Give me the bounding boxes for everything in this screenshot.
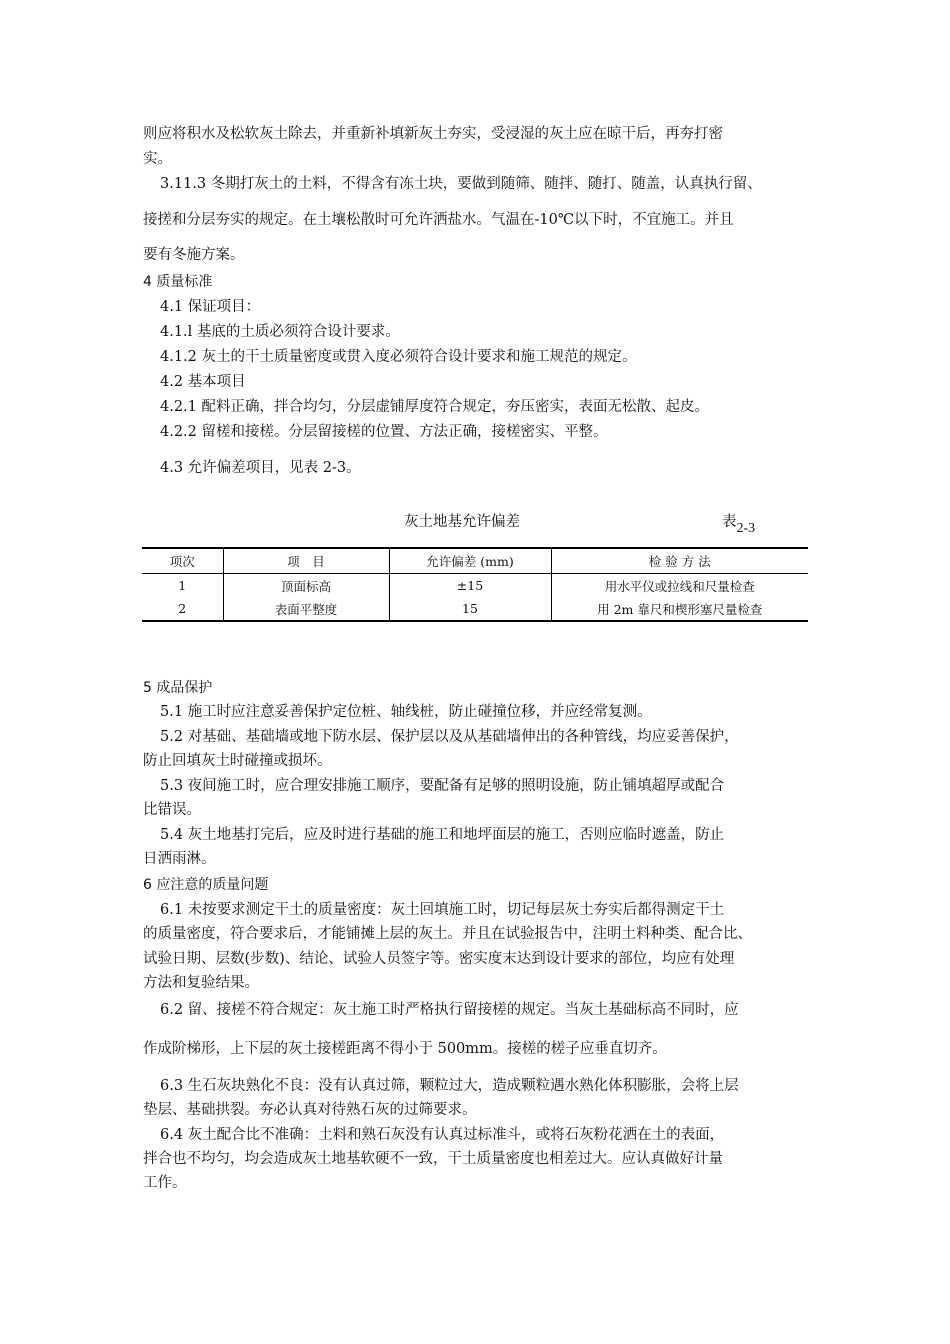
text-line: 6.3 生石灰块熟化不良：没有认真过筛，颗粒过大，造成颗粒遇水熟化体积膨胀，会将上层: [160, 1078, 739, 1094]
text-line: 的质量密度，符合要求后，才能铺摊上层的灰土。并且在试验报告中，注明土料种类、配合比、: [143, 926, 752, 942]
text-line: 5.3 夜间施工时，应合理安排施工顺序，要配备有足够的照明设施，防止铺填超厚或配合: [160, 778, 725, 794]
section-heading: 4 质量标准: [143, 274, 213, 290]
table-header-row: [142, 548, 808, 574]
section-heading: 5 成品保护: [143, 680, 213, 696]
table-cell: 用水平仪或拉线和尺量检查: [551, 574, 808, 598]
text-line: 则应将积水及松软灰土除去，并重新补填新灰土夯实，受浸湿的灰土应在晾干后，再夯打密: [143, 126, 723, 142]
text-line: 比错误。: [143, 802, 201, 818]
table-cell: 2: [178, 601, 187, 616]
table-cell: 用 2m 靠尺和楔形塞尺量检查: [551, 597, 808, 621]
text-line: 5.1 施工时应注意妥善保护定位桩、轴线桩，防止碰撞位移，并应经常复测。: [160, 704, 652, 720]
text-line: 防止回填灰土时碰撞或损坏。: [143, 753, 332, 769]
text-line: 4.2.1 配料正确，拌合均匀，分层虚铺厚度符合规定，夯压密实，表面无松散、起皮。: [160, 399, 710, 415]
text-line: 3.11.3 冬期打灰土的土料，不得含有冻土块，要做到随筛、随拌、随打、随盖，认真执行留、: [160, 176, 762, 192]
table-row: [142, 574, 808, 598]
text-line: 接搓和分层夯实的规定。在土壤松散时可允许洒盐水。气温在-10℃以下时，不宜施工。并且: [143, 212, 734, 228]
text-line: 工作。: [143, 1175, 187, 1191]
text-line: 5.4 灰土地基打完后，应及时进行基础的施工和地坪面层的施工，否则应临时遮盖，防止: [160, 827, 725, 843]
text-line: 试验日期、层数(步数)、结论、试验人员签字等。密实度末达到设计要求的部位，均应有处理: [143, 951, 735, 967]
table-cell: 表面平整度: [223, 597, 389, 621]
text-line: 方法和复验结果。: [143, 975, 259, 991]
text-line: 要有冬施方案。: [143, 247, 245, 263]
table-number-prefix: 表: [722, 514, 737, 530]
text-line: 垫层、基础拱裂。夯必认真对待熟石灰的过筛要求。: [143, 1102, 477, 1118]
text-line: 4.1.l 基底的土质必须符合设计要求。: [160, 324, 400, 340]
text-line: 6.4 灰土配合比不准确：土料和熟石灰没有认真过标准斗，或将石灰粉花洒在土的表面，: [160, 1127, 725, 1143]
text-line: 5.2 对基础、基础墙或地下防水层、保护层以及从基础墙伸出的各种管线，均应妥善保护，: [160, 729, 739, 745]
table-cell: ±15: [389, 574, 551, 598]
table-cell: 顶面标高: [223, 574, 389, 598]
table-header: 项 目: [223, 548, 389, 574]
table-header: 允许偏差 (mm): [389, 548, 551, 574]
table-row: [142, 597, 808, 621]
text-line: 实。: [143, 151, 172, 167]
table-cell: 15: [389, 597, 551, 621]
tolerance-table: [142, 547, 808, 622]
section-heading: 6 应注意的质量问题: [143, 877, 269, 893]
text-line: 作成阶梯形，上下层的灰土接槎距离不得小于 500mm。接槎的槎子应垂直切齐。: [143, 1041, 667, 1057]
text-line: 4.2 基本项目: [160, 374, 246, 390]
table-number: [722, 510, 755, 537]
table-header: 检 验 方 法: [551, 548, 808, 574]
text-line: 4.1 保证项目：: [160, 299, 261, 315]
text-line: 日洒雨淋。: [143, 851, 216, 867]
text-line: 拌合也不均匀，均会造成灰土地基软硬不一致，干土质量密度也相差过大。应认真做好计量: [143, 1151, 723, 1167]
table-header: 项次: [142, 548, 223, 574]
text-line: 4.2.2 留槎和接槎。分层留接槎的位置、方法正确，接槎密实、平整。: [160, 424, 608, 440]
text-line: 6.1 未按要求测定干土的质量密度：灰土回填施工时，切记每层灰土夯实后都得测定干土: [160, 902, 725, 918]
text-line: 4.1.2 灰土的干土质量密度或贯入度必须符合设计要求和施工规范的规定。: [160, 349, 637, 365]
table-title: 灰土地基允许偏差: [404, 514, 520, 530]
table-number-value: 2-3: [736, 521, 756, 536]
table-cell: 1: [178, 578, 187, 593]
text-line: 4.3 允许偏差项目，见表 2-3。: [160, 460, 361, 476]
text-line: 6.2 留、接槎不符合规定：灰土施工时严格执行留接槎的规定。当灰土基础标高不同时，应: [160, 1002, 739, 1018]
